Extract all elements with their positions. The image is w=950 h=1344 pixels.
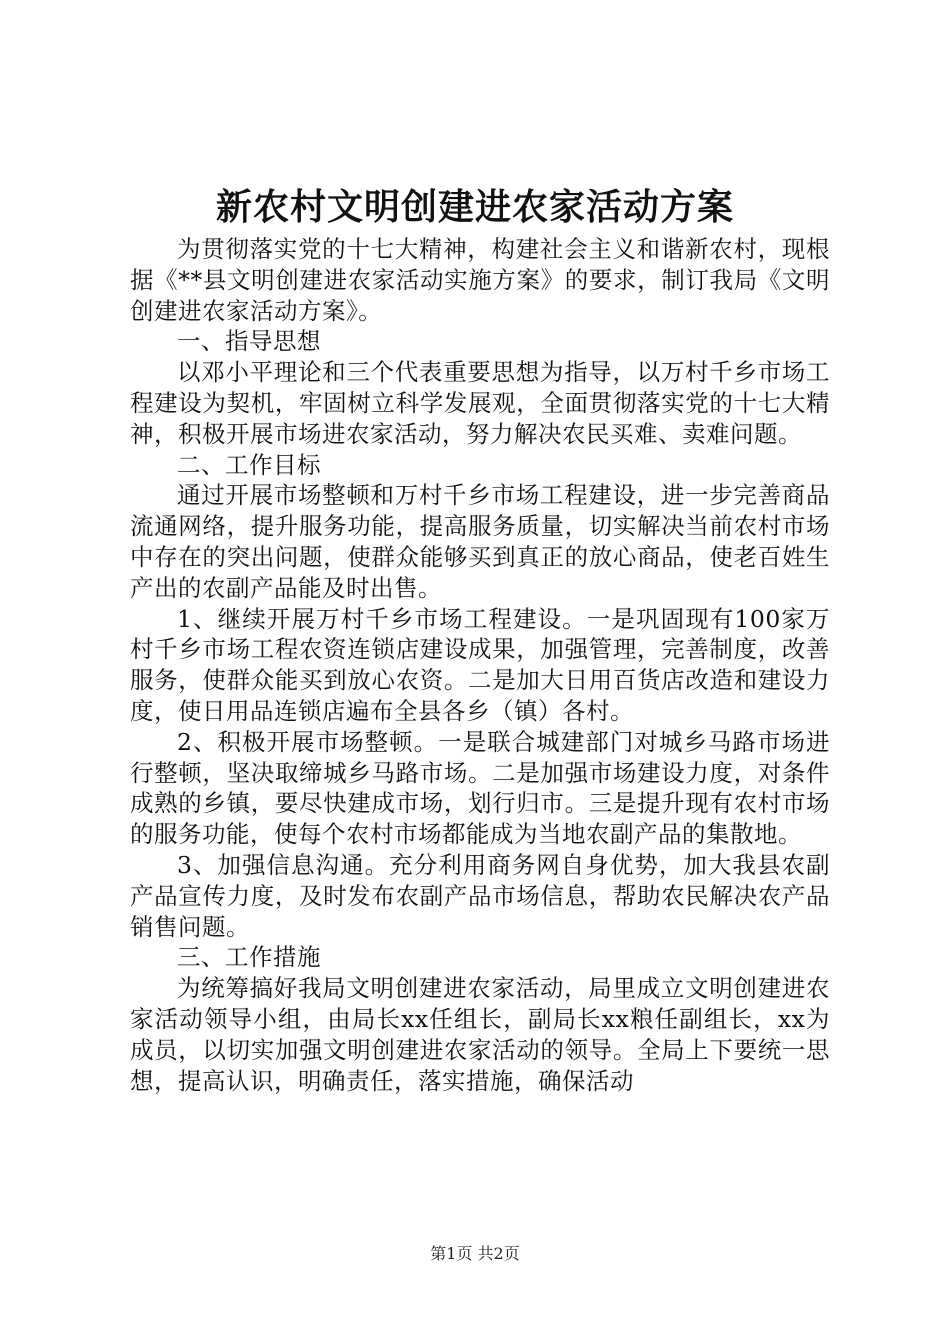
- goal-item-3-paragraph: 3、加强信息沟通。充分利用商务网自身优势，加大我县农副产品宣传力度，及时发布农副产品市场信息，帮助农民解决农产品销售问题。: [130, 850, 830, 941]
- goal-item-2-paragraph: 2、积极开展市场整顿。一是联合城建部门对城乡马路市场进行整顿，坚决取缔城乡马路市场。二是加强市场建设力度，对条件成熟的乡镇，要尽快建成市场，划行归市。三是提升现有农村市场的服务功能，使每个农村市场都能成为当地农副产品的集散地。: [130, 727, 830, 849]
- guiding-ideology-paragraph: 以邓小平理论和三个代表重要思想为指导，以万村千乡市场工程建设为契机，牢固树立科学发展观，全面贯彻落实党的十七大精神，积极开展市场进农家活动，努力解决农民买难、卖难问题。: [130, 358, 830, 448]
- work-measures-paragraph: 为统筹搞好我局文明创建进农家活动，局里成立文明创建进农家活动领导小组，由局长xx任组长，副局长xx粮任副组长，xx为成员，以切实加强文明创建进农家活动的领导。全局上下要统一思想，提高认识，明确责任，落实措施，确保活动: [130, 974, 830, 1095]
- document-title: 新农村文明创建进农家活动方案: [215, 186, 734, 228]
- work-goals-paragraph: 通过开展市场整顿和万村千乡市场工程建设，进一步完善商品流通网络，提升服务功能，提高服务质量，切实解决当前农村市场中存在的突出问题，使群众能够买到真正的放心商品，使老百姓生产出的农副产品能及时出售。: [130, 481, 830, 602]
- section-heading-work-measures: 三、工作措施: [177, 943, 321, 972]
- page-number-footer: 第1页 共2页: [430, 1244, 520, 1263]
- section-heading-guiding-ideology: 一、指导思想: [177, 327, 321, 356]
- intro-paragraph: 为贯彻落实党的十七大精神，构建社会主义和谐新农村，现根据《**县文明创建进农家活动实施方案》的要求，制订我局《文明创建进农家活动方案》。: [130, 235, 830, 325]
- goal-item-1-paragraph: 1、继续开展万村千乡市场工程建设。一是巩固现有100家万村千乡市场工程农资连锁店建设成果，加强管理，完善制度，改善服务，使群众能买到放心农资。二是加大日用百货店改造和建设力度，使日用品连锁店遍布全县各乡（镇）各村。: [130, 604, 830, 725]
- section-heading-work-goals: 二、工作目标: [177, 450, 321, 479]
- document-body: [130, 234, 830, 1096]
